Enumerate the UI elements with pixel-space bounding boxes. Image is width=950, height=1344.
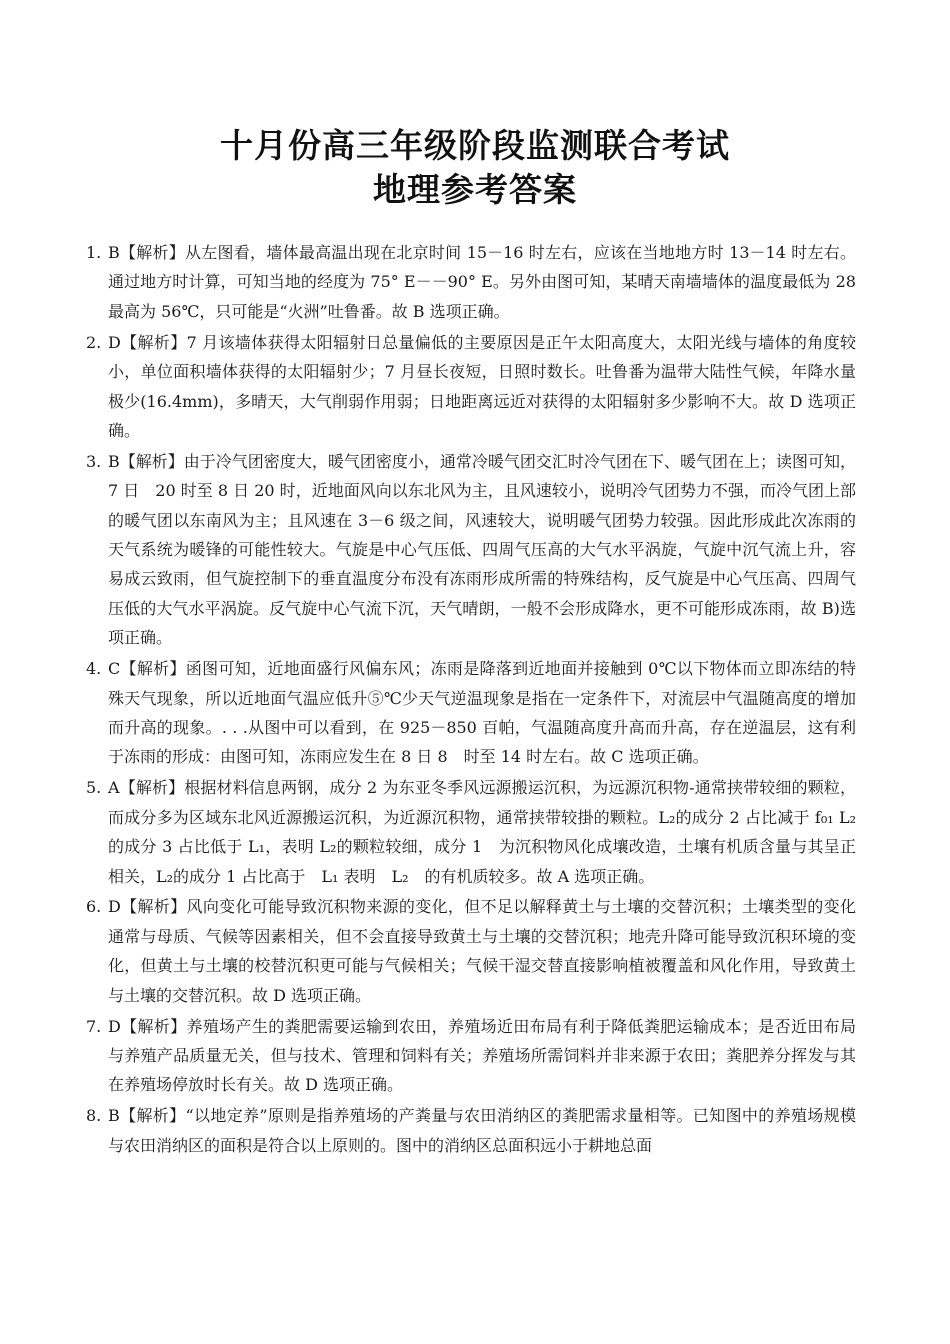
answer-text: B【解析】由于冷气团密度大，暖气团密度小，通常冷暖气团交汇时冷气团在下、暖气团在上；读图可知，7 日 20 时至 8 日 20 时，近地面风向以东北风为主，且风速较小，说明冷气团势力不强，而冷气团上部的暖气团以东南风为主；且风速在 3－6 级之间，风速较大，说明暖气团势力较强。因此形成此次冻雨的天气系统为暖锋的可能性较大。气旋是中心气压低、四周气压高的大气水平涡旋，气旋中沉气流上升，容易成云致雨，但气旋控制下的垂直温度分布没有冻雨形成所需的特殊结构，反气旋是中心气压高、四周气压低的大气水平涡旋。反气旋中心气流下沉，天气晴朗，一般不会形成降水，更不可能形成冻雨，故 B)选项正确。 (108, 451, 856, 648)
answer-list (86, 238, 873, 1162)
answer-item (86, 892, 856, 1010)
answer-number: 1. (86, 243, 102, 262)
answer-number: 6. (86, 897, 102, 917)
answer-text: B【解析】“以地定养”原则是指养殖场的产粪量与农田消纳区的粪肥需求量相等。已知图中的养殖场规模与农田消纳区的面积是符合以上原则的。图中的消纳区总面积远小于耕地总面 (108, 1106, 856, 1155)
answer-item (86, 238, 873, 326)
answer-text: D【解析】7 月该墙体获得太阳辐射日总量偏低的主要原因是正午太阳高度大，太阳光线与墙体的角度较小，单位面积墙体获得的太阳辐射少；7 月昼长夜短，日照时数长。吐鲁番为温带大陆性气候，年降水量极少(16.4mm)，多晴天，大气削弱作用弱；日地距离远近对获得的太阳辐射多少影响不大。故 D 选项正确。 (108, 332, 856, 440)
document-title: 十月份高三年级阶段监测联合考试 (220, 126, 730, 165)
answer-item (86, 773, 856, 891)
answer-item (86, 1012, 856, 1100)
answer-item (86, 654, 856, 772)
answer-item (86, 328, 856, 446)
answer-number: 2. (86, 332, 102, 352)
answer-number: 3. (86, 451, 102, 471)
answer-item (86, 447, 856, 653)
answer-text: A【解析】根据材料信息两钢，成分 2 为东亚冬季风远源搬运沉积，为远源沉积物-通常挟带较细的颗粒，而成分多为区域东北风近源搬运沉积，为近源沉积物，通常挟带较掛的颗粒。L₂的成分 2 占比减于 f₀₁ L₂的成分 3 占比低于 L₁，表明 L₂的颗粒较细，成分 1 为沉积物风化成壤改造，土壤有机质含量与其呈正相关，L₂的成分 1 占比高于 L₁ 表明 L₂ 的有机质较多。故 A 选项正确。 (108, 778, 856, 886)
answer-text: D【解析】风向变化可能导致沉积物来源的变化，但不足以解释黄土与土壤的交替沉积；土壤类型的变化通常与母质、气候等因素相关，但不会直接导致黄土与土壤的交替沉积；地壳升降可能导致沉积环境的变化，但黄土与土壤的校替沉积更可能与气候相关；气候干湿交替直接影响植被覆盖和风化作用，导致黄土与土壤的交替沉积。故 D 选项正确。 (108, 897, 856, 1005)
answer-text: C【解析】函图可知，近地面盛行风偏东风；冻雨是降落到近地面并接触到 0℃以下物体而立即冻结的特殊天气现象，所以近地面气温应低升⑤℃少天气逆温现象是指在一定条件下，对流层中气温随高度的增加而升高的现象。. . .从图中可以看到，在 925－850 百帕，气温随高度升高而升高，存在逆温层，这有利于冻雨的形成：由图可知，冻雨应发生在 8 日 8 时至 14 时左右。故 C 选项正确。 (108, 659, 856, 767)
answer-number: 4. (86, 659, 102, 679)
answer-number: 7. (86, 1016, 102, 1036)
answer-text: B【解析】从左图看，墙体最高温出现在北京时间 15－16 时左右，应该在当地地方时 13－14 时左右。通过地方时计算，可知当地的经度为 75° E－－90° E。另外由图可知，某晴天南墙墙体的温度最低为 28 最高为 56℃，只可能是“火洲”吐鲁番。故 B 选项正确。 (108, 243, 873, 321)
answer-number: 5. (86, 778, 102, 798)
document-subtitle: 地理参考答案 (373, 170, 577, 209)
answer-number: 8. (86, 1106, 102, 1126)
answer-text: D【解析】养殖场产生的粪肥需要运输到农田，养殖场近田布局有利于降低粪肥运输成本；是否近田布局与养殖产品质量无关，但与技术、管理和饲料有关；养殖场所需饲料并非来源于农田；粪肥养分挥发与其在养殖场停放时长有关。故 D 选项正确。 (108, 1016, 856, 1095)
answer-item (86, 1101, 856, 1160)
